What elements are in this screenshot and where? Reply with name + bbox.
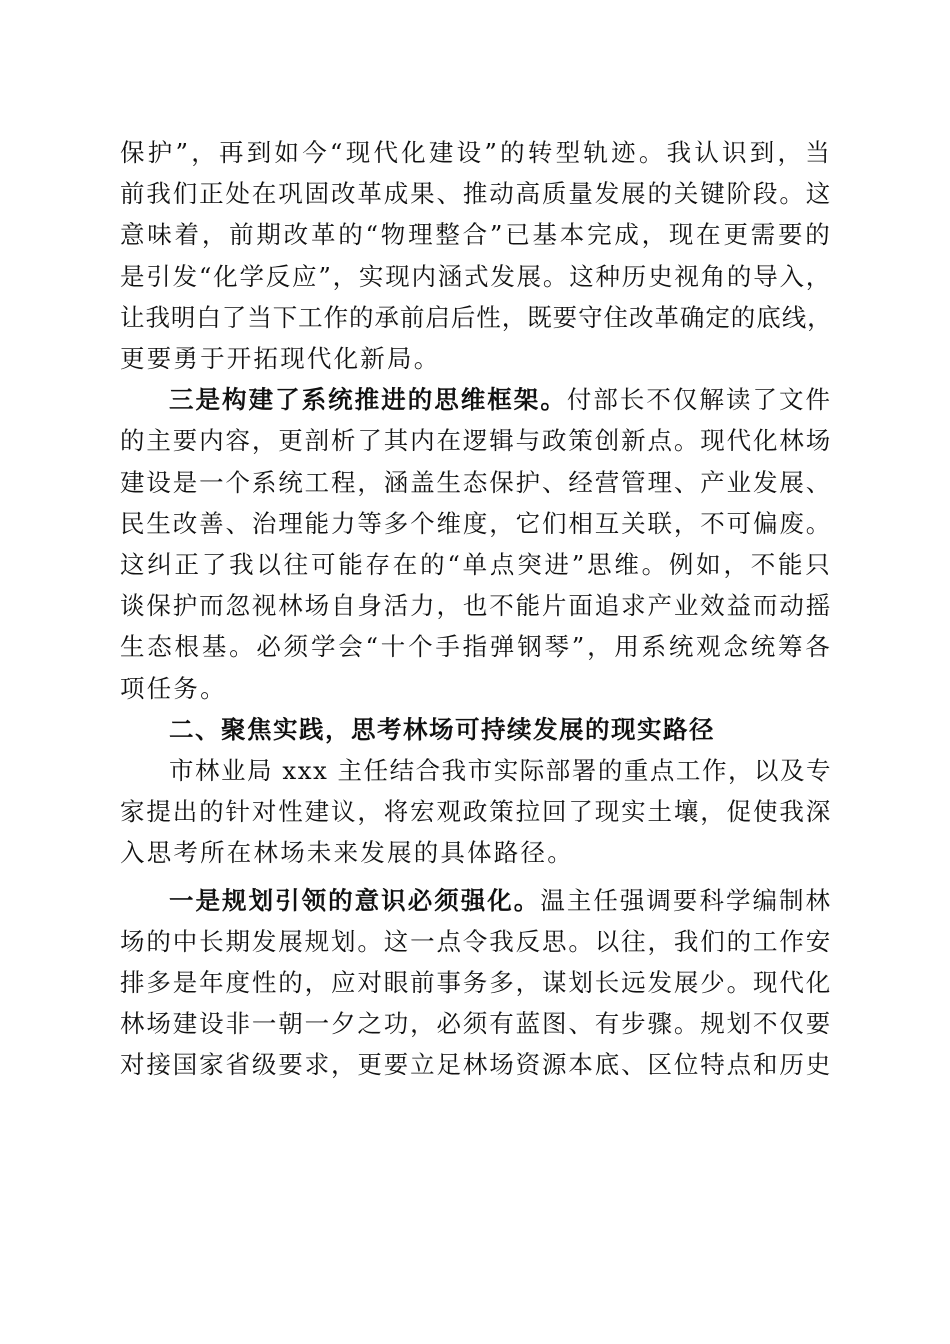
- text-line: 对接国家省级要求，更要立足林场资源本底、区位特点和历史: [120, 1050, 832, 1080]
- text-line: 的主要内容，更剖析了其内在逻辑与政策创新点。现代化林场: [120, 426, 832, 456]
- paragraph-planning: [120, 880, 832, 1086]
- text-line: 场的中长期发展规划。这一点令我反思。以往，我们的工作安: [120, 926, 832, 956]
- text-line: 生态根基。必须学会“十个手指弹钢琴”，用系统观念统筹各: [120, 632, 832, 662]
- text-line: 前我们正处在巩固改革成果、推动高质量发展的关键阶段。这: [120, 179, 832, 209]
- paragraph-lead: 三是构建了系统推进的思维框架。: [169, 385, 567, 415]
- text-line: [120, 880, 832, 921]
- text-line: 林场建设非一朝一夕之功，必须有蓝图、有步骤。规划不仅要: [120, 1009, 832, 1039]
- text-line: 家提出的针对性建议，将宏观政策拉回了现实土壤，促使我深: [120, 797, 832, 827]
- paragraph-system-thinking: [120, 379, 832, 709]
- text-line: 市林业局 xxx 主任结合我市实际部署的重点工作，以及专: [169, 756, 832, 786]
- document-page: [120, 132, 832, 1086]
- paragraph-lead: 一是规划引领的意识必须强化。: [169, 885, 541, 915]
- text-line: 建设是一个系统工程，涵盖生态保护、经营管理、产业发展、: [120, 467, 832, 497]
- text-line: [120, 379, 832, 420]
- text-line: 更要勇于开拓现代化新局。: [120, 344, 441, 374]
- text-segment: 付部长不仅解读了文件: [566, 385, 832, 415]
- text-line: 保护”，再到如今“现代化建设”的转型轨迹。我认识到，当: [120, 138, 832, 167]
- text-line: 入思考所在林场未来发展的具体路径。: [120, 838, 574, 868]
- text-segment: 温主任强调要科学编制林: [540, 885, 832, 915]
- text-line: 排多是年度性的，应对眼前事务多，谋划长远发展少。现代化: [120, 968, 832, 998]
- text-line: 意味着，前期改革的“物理整合”已基本完成，现在更需要的: [120, 220, 832, 250]
- text-line: 这纠正了我以往可能存在的“单点突进”思维。例如，不能只: [120, 550, 832, 580]
- text-line: 让我明白了当下工作的承前启后性，既要守住改革确定的底线，: [120, 302, 833, 332]
- text-line: 民生改善、治理能力等多个维度，它们相互关联，不可偏废。: [120, 508, 832, 538]
- section-heading: 二、聚焦实践，思考林场可持续发展的现实路径: [169, 714, 715, 744]
- text-line: 谈保护而忽视林场自身活力，也不能片面追求产业效益而动摇: [120, 591, 832, 621]
- paragraph-practice-intro: [120, 750, 832, 874]
- text-line: 项任务。: [120, 673, 227, 703]
- text-line: 是引发“化学反应”，实现内涵式发展。这种历史视角的导入，: [120, 261, 832, 291]
- paragraph-history-perspective: [120, 132, 832, 379]
